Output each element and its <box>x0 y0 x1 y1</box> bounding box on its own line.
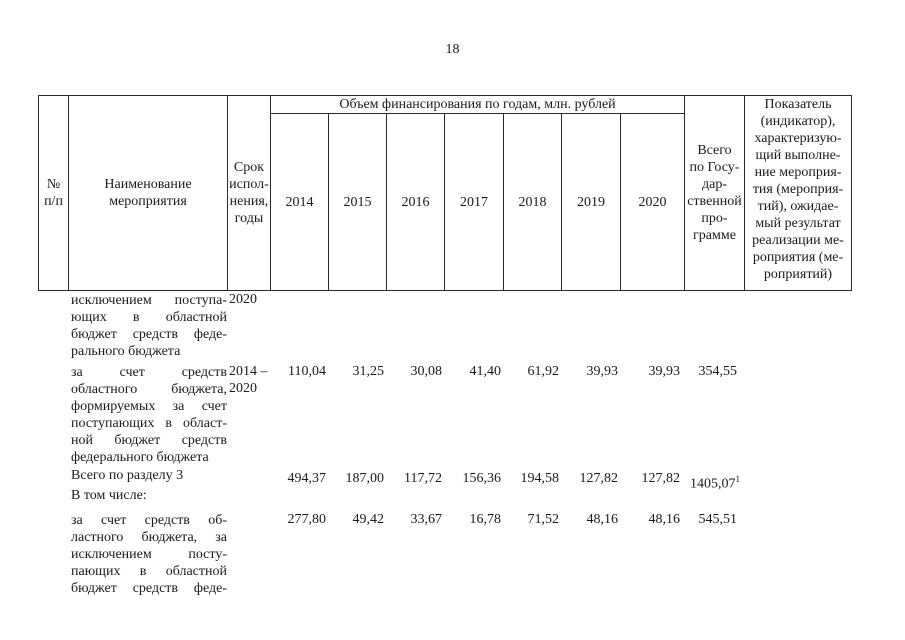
row-value: 127,82 <box>641 471 680 486</box>
header-year: 2014 <box>285 194 314 210</box>
header-term: Срок испол- нения, годы <box>229 160 269 226</box>
row-value: 61,92 <box>527 364 559 379</box>
row-value: 39,93 <box>586 364 618 379</box>
row-value: 16,78 <box>469 512 501 527</box>
row-name-line: ной бюджет средств <box>71 433 227 448</box>
header-year: 2017 <box>460 194 488 210</box>
row-total: 545,51 <box>698 512 737 527</box>
row-name-line: за счет средств об- <box>71 513 227 528</box>
row-value: 127,82 <box>579 471 618 486</box>
row-name-line: исключением поступа- <box>71 293 227 308</box>
header-year: 2016 <box>401 194 430 210</box>
row-value: 194,58 <box>520 471 559 486</box>
header-no: № п/п <box>44 177 63 209</box>
row-name-line: формируемых за счет <box>71 399 227 414</box>
row-value: 48,16 <box>648 512 680 527</box>
row-name-line: бюджет средств феде- <box>71 327 227 342</box>
row-value: 48,16 <box>586 512 618 527</box>
row-name-line: поступающих в област- <box>71 416 227 431</box>
row-value: 41,40 <box>469 364 501 379</box>
header-year: 2018 <box>518 194 547 210</box>
row-name-line: за счет средств <box>71 365 227 380</box>
row-name-line: ластного бюджета, за <box>71 530 227 545</box>
header-year: 2019 <box>577 194 605 210</box>
row-name-line: рального бюджета <box>71 344 181 359</box>
row-term: 2020 <box>229 381 257 396</box>
header-indicator: Показатель (индикатор), характеризую- щий выполне- ние мероприя- тия (мероприя- тий), ожидае- мый результат реализации ме- роприятия (ме- роприятий) <box>752 97 844 282</box>
row-name-line: исключением посту- <box>71 547 227 562</box>
footnote-mark: 1 <box>735 474 740 484</box>
row-name-line: пающих в областной <box>71 564 227 579</box>
row-value: 110,04 <box>288 364 326 379</box>
row-value: 49,42 <box>352 512 384 527</box>
row-value: 156,36 <box>462 471 501 486</box>
row-term: 2014 – <box>229 364 268 379</box>
row-term: 2020 <box>229 292 257 307</box>
page-number: 18 <box>445 42 460 57</box>
header-name: Наименование мероприятия <box>104 177 192 209</box>
row-name-line: федерального бюджета <box>71 450 209 465</box>
row-value: 71,52 <box>527 512 559 527</box>
row-total: 1405,07$^1$ <box>690 474 740 492</box>
row-name-line: Всего по разделу 3 <box>71 468 184 483</box>
row-value: 30,08 <box>410 364 442 379</box>
header-funding: Объем финансирования по годам, млн. рублей <box>339 97 616 112</box>
row-value: 31,25 <box>352 364 384 379</box>
row-value: 494,37 <box>287 471 326 486</box>
header-total: Всего по Госу- дар- ственной про- грамме <box>687 143 742 243</box>
header-year: 2020 <box>638 194 667 210</box>
row-name-line: бюджет средств феде- <box>71 581 227 596</box>
row-name-line: ющих в областной <box>71 310 227 325</box>
row-value: 187,00 <box>345 471 384 486</box>
row-value: 39,93 <box>648 364 680 379</box>
row-value: 277,80 <box>287 512 326 527</box>
row-value: 117,72 <box>404 471 442 486</box>
header-year: 2015 <box>343 194 372 210</box>
row-total: 354,55 <box>698 364 737 379</box>
row-name-line: В том числе: <box>71 488 147 503</box>
row-name-line: областного бюджета, <box>71 382 227 397</box>
row-value: 33,67 <box>410 512 442 527</box>
